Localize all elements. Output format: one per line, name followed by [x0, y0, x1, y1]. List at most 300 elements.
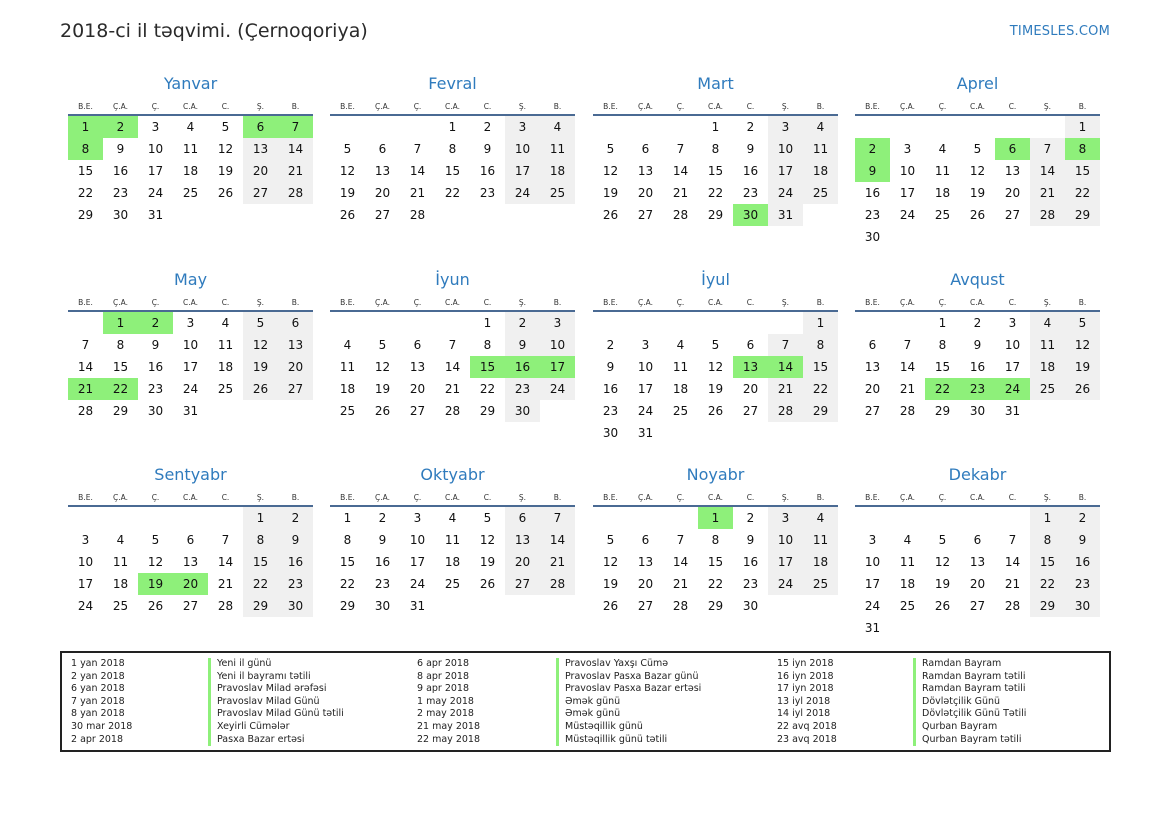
day-cell: 13	[864, 360, 881, 374]
weekday-label: Ş.	[256, 493, 265, 502]
weekday-label: B.	[291, 493, 300, 502]
day-cell: 1	[103, 312, 138, 334]
empty-cell	[855, 507, 890, 529]
day-cell: 24	[637, 404, 654, 418]
day-cell: 30	[278, 595, 313, 617]
day-cell: 11	[803, 529, 838, 551]
day-cell: 10	[864, 555, 881, 569]
legend-holiday-name: Ramdan Bayram tətili	[913, 683, 1026, 696]
weekday-label: B.E.	[865, 493, 880, 502]
weekday-label: Ç.	[938, 298, 947, 307]
day-cell: 22	[803, 378, 838, 400]
month-name: May	[173, 270, 208, 289]
legend-names-col-2	[556, 658, 701, 746]
weekday-label: C.	[746, 298, 755, 307]
day-cell: 18	[672, 382, 689, 396]
day-cell: 18	[803, 160, 838, 182]
day-cell: 18	[540, 160, 575, 182]
day-cell: 5	[711, 338, 720, 352]
day-cell: 7	[768, 334, 803, 356]
day-cell: 6	[278, 312, 313, 334]
day-cell: 18	[444, 555, 461, 569]
day-cell: 7	[1008, 533, 1017, 547]
day-cell: 20	[742, 382, 759, 396]
legend-date: 23 avq 2018	[777, 733, 837, 745]
day-cell: 21	[444, 382, 461, 396]
weekday-label: Ş.	[518, 102, 527, 111]
day-cell: 21	[409, 186, 426, 200]
day-cell: 24	[899, 208, 916, 222]
day-cell: 15	[470, 356, 505, 378]
empty-cell	[890, 116, 925, 138]
day-cell: 10	[77, 555, 94, 569]
day-cell: 15	[243, 551, 278, 573]
day-cell: 27	[637, 599, 654, 613]
weekday-label: C.	[483, 493, 492, 502]
weekday-label: C.A.	[969, 102, 985, 111]
day-cell: 8	[1030, 529, 1065, 551]
weekday-label: C.A.	[444, 102, 460, 111]
empty-cell	[768, 312, 803, 334]
day-cell: 29	[934, 404, 951, 418]
day-cell: 23	[112, 186, 129, 200]
day-cell: 27	[1004, 208, 1021, 222]
weekday-label: B.E.	[340, 298, 355, 307]
weekday-label: B.E.	[603, 493, 618, 502]
day-cell: 25	[803, 182, 838, 204]
day-cell: 5	[606, 533, 615, 547]
day-cell: 14	[1030, 160, 1065, 182]
day-cell: 8	[711, 142, 720, 156]
day-cell: 10	[505, 138, 540, 160]
day-cell: 6	[413, 338, 422, 352]
weekday-label: B.	[553, 102, 562, 111]
day-grid	[68, 116, 313, 226]
day-cell: 22	[339, 577, 356, 591]
legend-holiday-name: Pravoslav Milad Günü	[208, 696, 344, 709]
day-cell: 24	[147, 186, 164, 200]
day-cell: 8	[343, 533, 352, 547]
day-cell: 17	[864, 577, 881, 591]
day-cell: 14	[278, 138, 313, 160]
weekday-label: C.	[1008, 493, 1017, 502]
weekday-label: Ç.A.	[899, 493, 915, 502]
day-cell: 6	[641, 533, 650, 547]
weekday-label: C.	[221, 298, 230, 307]
weekday-label: C.	[1008, 298, 1017, 307]
legend-holiday-name: Ramdan Bayram	[913, 658, 1026, 671]
day-cell: 21	[278, 160, 313, 182]
day-cell: 3	[768, 116, 803, 138]
day-cell: 25	[112, 599, 129, 613]
weekday-label: Ç.A.	[637, 102, 653, 111]
day-cell: 15	[339, 555, 356, 569]
legend-date: 22 avq 2018	[777, 720, 837, 732]
month-name: Aprel	[956, 74, 999, 93]
month-name: Yanvar	[163, 74, 218, 93]
day-cell: 14	[444, 360, 461, 374]
day-cell: 30	[147, 404, 164, 418]
day-cell: 13	[182, 555, 199, 569]
day-cell: 9	[483, 142, 492, 156]
empty-cell	[330, 116, 365, 138]
empty-cell	[330, 312, 365, 334]
day-cell: 11	[182, 142, 199, 156]
day-grid	[593, 116, 838, 226]
legend-date: 9 apr 2018	[417, 683, 470, 695]
weekday-label: Ç.A.	[899, 102, 915, 111]
weekday-header	[855, 298, 1100, 310]
weekday-header	[855, 493, 1100, 505]
day-cell: 3	[186, 316, 195, 330]
day-cell: 30	[969, 404, 986, 418]
day-cell: 3	[413, 511, 422, 525]
empty-cell	[628, 116, 663, 138]
day-cell: 20	[637, 186, 654, 200]
day-cell: 4	[186, 120, 195, 134]
day-cell: 12	[147, 555, 164, 569]
empty-cell	[628, 507, 663, 529]
day-cell: 10	[540, 334, 575, 356]
day-cell: 26	[934, 599, 951, 613]
day-cell: 13	[243, 138, 278, 160]
day-cell: 29	[1030, 595, 1065, 617]
day-cell: 19	[707, 382, 724, 396]
day-cell: 4	[343, 338, 352, 352]
day-cell: 18	[899, 577, 916, 591]
day-cell: 1	[243, 507, 278, 529]
day-cell: 1	[483, 316, 492, 330]
month-name: Dekabr	[948, 465, 1007, 484]
day-cell: 1	[68, 116, 103, 138]
weekday-header	[68, 298, 313, 310]
day-cell: 25	[540, 182, 575, 204]
legend-date: 6 apr 2018	[417, 658, 470, 669]
day-cell: 26	[217, 186, 234, 200]
empty-cell	[593, 312, 628, 334]
day-cell: 5	[1065, 312, 1100, 334]
weekday-label: B.E.	[865, 298, 880, 307]
day-cell: 24	[864, 599, 881, 613]
day-cell: 8	[448, 142, 457, 156]
weekday-label: Ç.	[151, 102, 160, 111]
day-cell: 28	[899, 404, 916, 418]
day-cell: 15	[1030, 551, 1065, 573]
day-cell: 24	[505, 182, 540, 204]
weekday-label: C.A.	[969, 493, 985, 502]
day-cell: 4	[221, 316, 230, 330]
day-cell: 13	[637, 555, 654, 569]
day-cell: 16	[147, 360, 164, 374]
day-cell: 21	[899, 382, 916, 396]
legend-holiday-name: Əmək günü	[556, 708, 701, 721]
weekday-label: C.A.	[444, 298, 460, 307]
day-cell: 27	[969, 599, 986, 613]
empty-cell	[593, 116, 628, 138]
day-cell: 9	[1065, 529, 1100, 551]
weekday-label: B.E.	[603, 298, 618, 307]
day-cell: 11	[217, 338, 234, 352]
day-cell: 7	[413, 142, 422, 156]
legend-date: 8 apr 2018	[417, 670, 470, 682]
day-cell: 19	[217, 164, 234, 178]
day-cell: 10	[147, 142, 164, 156]
day-cell: 24	[995, 378, 1030, 400]
weekday-label: Ç.A.	[112, 493, 128, 502]
weekday-label: C.A.	[182, 298, 198, 307]
weekday-label: Ş.	[1043, 493, 1052, 502]
weekday-label: C.A.	[707, 298, 723, 307]
weekday-label: C.	[483, 298, 492, 307]
day-cell: 10	[182, 338, 199, 352]
month-name: Noyabr	[686, 465, 745, 484]
day-cell: 28	[1030, 204, 1065, 226]
day-cell: 26	[374, 404, 391, 418]
page-title: 2018-ci il təqvimi. (Çernoqoriya)	[60, 20, 368, 42]
empty-cell	[208, 507, 243, 529]
weekday-label: Ç.	[676, 298, 685, 307]
empty-cell	[68, 507, 103, 529]
day-cell: 4	[803, 507, 838, 529]
day-cell: 15	[707, 164, 724, 178]
weekday-label: C.	[483, 102, 492, 111]
day-cell: 14	[77, 360, 94, 374]
weekday-label: Ç.	[413, 102, 422, 111]
day-cell: 9	[505, 334, 540, 356]
weekday-label: Ç.	[676, 493, 685, 502]
day-cell: 12	[602, 555, 619, 569]
day-cell: 3	[81, 533, 90, 547]
day-cell: 11	[540, 138, 575, 160]
day-cell: 22	[444, 186, 461, 200]
day-cell: 5	[973, 142, 982, 156]
day-cell: 16	[374, 555, 391, 569]
weekday-label: Ş.	[781, 493, 790, 502]
empty-cell	[68, 312, 103, 334]
empty-cell	[663, 312, 698, 334]
day-cell: 6	[746, 338, 755, 352]
day-cell: 9	[746, 142, 755, 156]
day-cell: 13	[969, 555, 986, 569]
day-grid	[593, 312, 838, 444]
weekday-label: B.E.	[78, 493, 93, 502]
day-cell: 20	[505, 551, 540, 573]
weekday-label: Ç.	[151, 493, 160, 502]
day-cell: 9	[606, 360, 615, 374]
day-cell: 18	[217, 360, 234, 374]
day-cell: 3	[641, 338, 650, 352]
day-cell: 6	[243, 116, 278, 138]
day-cell: 3	[540, 312, 575, 334]
weekday-label: C.A.	[182, 102, 198, 111]
day-cell: 12	[243, 334, 278, 356]
day-cell: 25	[217, 382, 234, 396]
day-cell: 29	[707, 208, 724, 222]
day-cell: 18	[1030, 356, 1065, 378]
weekday-label: Ç.A.	[374, 493, 390, 502]
day-cell: 7	[676, 533, 685, 547]
day-cell: 1	[711, 120, 720, 134]
day-cell: 29	[707, 599, 724, 613]
day-cell: 12	[374, 360, 391, 374]
day-cell: 27	[182, 599, 199, 613]
day-cell: 9	[278, 529, 313, 551]
day-cell: 27	[243, 182, 278, 204]
day-cell: 23	[1065, 573, 1100, 595]
day-cell: 6	[995, 138, 1030, 160]
day-cell: 8	[68, 138, 103, 160]
empty-cell	[960, 507, 995, 529]
day-cell: 7	[540, 507, 575, 529]
day-cell: 24	[768, 573, 803, 595]
day-cell: 3	[903, 142, 912, 156]
weekday-label: Ç.A.	[374, 102, 390, 111]
legend-date: 8 yan 2018	[71, 708, 125, 720]
brand-link[interactable]: TIMESLES.COM	[1009, 24, 1110, 39]
legend-date: 13 iyl 2018	[777, 695, 831, 707]
day-cell: 6	[378, 142, 387, 156]
day-cell: 23	[602, 404, 619, 418]
day-cell: 4	[803, 116, 838, 138]
empty-cell	[435, 312, 470, 334]
day-cell: 11	[339, 360, 356, 374]
day-cell: 8	[116, 338, 125, 352]
day-cell: 25	[182, 186, 199, 200]
day-cell: 26	[707, 404, 724, 418]
day-cell: 2	[378, 511, 387, 525]
day-cell: 16	[864, 186, 881, 200]
day-cell: 1	[1030, 507, 1065, 529]
empty-cell	[698, 312, 733, 334]
weekday-label: Ç.A.	[637, 298, 653, 307]
month-name: Oktyabr	[420, 465, 485, 484]
weekday-label: C.	[221, 493, 230, 502]
day-cell: 14	[768, 356, 803, 378]
weekday-label: B.	[553, 298, 562, 307]
day-cell: 31	[864, 621, 881, 635]
day-cell: 18	[339, 382, 356, 396]
day-cell: 28	[278, 182, 313, 204]
weekday-label: B.	[816, 102, 825, 111]
day-cell: 17	[637, 382, 654, 396]
weekday-label: Ç.A.	[374, 298, 390, 307]
day-cell: 8	[938, 338, 947, 352]
legend-holiday-name: Pravoslav Yaxşı Cümə	[556, 658, 701, 671]
day-cell: 16	[742, 555, 759, 569]
month-name: Mart	[697, 74, 734, 93]
empty-cell	[663, 507, 698, 529]
weekday-header	[68, 102, 313, 114]
day-grid	[68, 312, 313, 422]
day-cell: 19	[602, 186, 619, 200]
day-cell: 6	[868, 338, 877, 352]
day-cell: 10	[899, 164, 916, 178]
day-cell: 8	[711, 533, 720, 547]
day-cell: 11	[1030, 334, 1065, 356]
day-grid	[330, 116, 575, 226]
day-cell: 17	[409, 555, 426, 569]
legend-holiday-name: Dövlətçilik Günü Tətili	[913, 708, 1026, 721]
day-cell: 27	[278, 378, 313, 400]
day-grid	[330, 312, 575, 422]
day-cell: 22	[1065, 182, 1100, 204]
day-cell: 16	[278, 551, 313, 573]
day-cell: 22	[1030, 573, 1065, 595]
weekday-header	[330, 493, 575, 505]
weekday-label: C.A.	[707, 493, 723, 502]
legend-names-col-1	[208, 658, 344, 746]
day-cell: 20	[637, 577, 654, 591]
legend-dates-col-1	[71, 658, 132, 746]
day-cell: 18	[803, 551, 838, 573]
day-cell: 19	[138, 573, 173, 595]
day-cell: 29	[479, 404, 496, 418]
day-cell: 7	[448, 338, 457, 352]
day-cell: 7	[903, 338, 912, 352]
day-cell: 2	[138, 312, 173, 334]
day-cell: 22	[103, 378, 138, 400]
day-cell: 28	[540, 573, 575, 595]
day-cell: 16	[1065, 551, 1100, 573]
empty-cell	[138, 507, 173, 529]
day-cell: 3	[868, 533, 877, 547]
day-cell: 12	[934, 555, 951, 569]
day-cell: 23	[374, 577, 391, 591]
weekday-label: Ç.A.	[899, 298, 915, 307]
day-cell: 12	[707, 360, 724, 374]
day-cell: 27	[864, 404, 881, 418]
legend-date: 2 may 2018	[417, 708, 474, 720]
day-cell: 30	[374, 599, 391, 613]
weekday-label: Ş.	[256, 298, 265, 307]
day-cell: 2	[855, 138, 890, 160]
legend-date: 15 iyn 2018	[777, 658, 834, 669]
day-cell: 21	[1004, 577, 1021, 591]
day-cell: 31	[637, 426, 654, 440]
day-cell: 14	[217, 555, 234, 569]
day-grid	[855, 507, 1100, 639]
day-cell: 28	[1004, 599, 1021, 613]
day-cell: 16	[479, 164, 496, 178]
day-cell: 9	[378, 533, 387, 547]
weekday-label: Ç.	[938, 102, 947, 111]
day-cell: 24	[182, 382, 199, 396]
legend-date: 21 may 2018	[417, 720, 481, 732]
weekday-header	[68, 493, 313, 505]
empty-cell	[890, 312, 925, 334]
empty-cell	[855, 312, 890, 334]
day-cell: 30	[733, 204, 768, 226]
day-cell: 26	[147, 599, 164, 613]
day-cell: 7	[81, 338, 90, 352]
weekday-label: B.	[1078, 102, 1087, 111]
weekday-header	[593, 298, 838, 310]
day-cell: 27	[409, 404, 426, 418]
legend-holiday-name: Pravoslav Pasxa Bazar günü	[556, 671, 701, 684]
day-cell: 13	[409, 360, 426, 374]
day-cell: 31	[1004, 404, 1021, 418]
day-cell: 4	[540, 116, 575, 138]
day-cell: 25	[934, 208, 951, 222]
legend-date: 30 mar 2018	[71, 720, 133, 732]
day-cell: 11	[444, 533, 461, 547]
day-cell: 14	[672, 555, 689, 569]
day-cell: 10	[1004, 338, 1021, 352]
legend-date: 17 iyn 2018	[777, 683, 834, 695]
empty-cell	[733, 312, 768, 334]
day-cell: 30	[742, 599, 759, 613]
day-cell: 3	[505, 116, 540, 138]
